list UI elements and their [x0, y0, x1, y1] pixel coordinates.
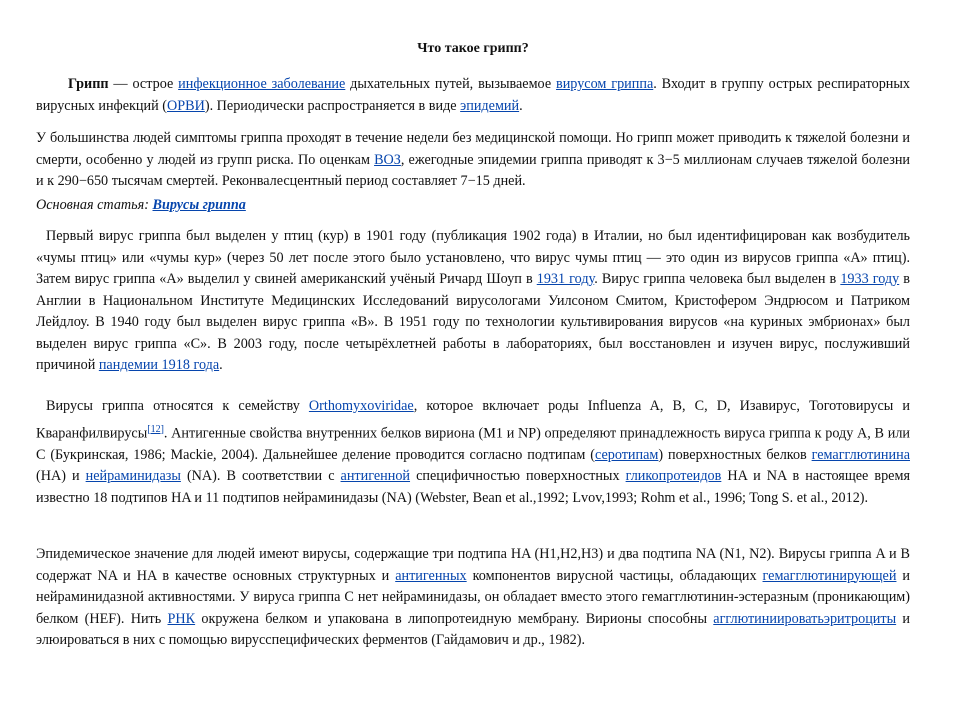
page-title: Что такое грипп?: [417, 41, 529, 56]
link-rna[interactable]: РНК: [167, 610, 196, 627]
text: и элюироваться в них с помощью вирусспецифических ферментов (Гайдамович и др., 1982).: [36, 610, 910, 648]
text: ) поверхностных белков: [658, 446, 812, 463]
paragraph-intro: [36, 74, 910, 117]
link-1931[interactable]: 1931 году: [536, 271, 595, 287]
link-antigenic[interactable]: антигенной: [340, 468, 411, 485]
text: Вирусы гриппа относятся к семейству: [46, 398, 309, 414]
text: , которое включает роды Influenza A, B, C, D, Изавирус, Тоготовирусы и Кваранфилвирусы: [36, 398, 910, 442]
main-article-note: [36, 195, 910, 216]
link-hemagglutinating[interactable]: гемагглютинирующей: [762, 567, 897, 584]
text: . Вирус гриппа человека был выделен в: [594, 271, 841, 287]
text: У большинства людей симптомы гриппа проходят в течение недели без медицинской помощи. Но грипп может приводить к тяжелой болезни и смерти, особенно у людей из групп риска. По оценкам: [36, 130, 910, 168]
link-agglutinate-erythrocytes[interactable]: агглютиниироватьэритроциты: [713, 610, 897, 627]
text: в Англии в Национальном Институте Медицинских Исследований вирусологами Уилсоном Смитом, Кристофером Эндрюсом и Патриком Лейдлоу. В 1940 году был выделен вирус гриппа «В». В 1951 году по технологии культивирования вирусов «на куриных эмбрионах» был выделен вирус гриппа «С». В 2003 году, после четырёхлетней работы в лабораториях, был восстановлен и изучен вирус, послуживший причиной: [36, 271, 911, 373]
paragraph-epidemic-significance: [36, 544, 910, 652]
text: и нейраминидазной активностями. У вируса гриппа C нет нейраминидазы, он обладает вместо этого гемагглютинин-эстеразным (проникающим) белком (HEF). Нить: [36, 567, 911, 627]
link-1933[interactable]: 1933 году: [840, 271, 900, 287]
main-article-label: Основная статья:: [36, 197, 153, 213]
text: . Входит в группу острых респираторных вирусных инфекций (: [36, 76, 911, 114]
link-orthomyxoviridae[interactable]: Orthomyxoviridae: [308, 398, 414, 414]
text: (HA) и: [36, 468, 86, 485]
link-infection[interactable]: инфекционное заболевание: [178, 76, 346, 92]
text: Первый вирус гриппа был выделен у птиц (кур) в 1901 году (публикация 1902 года) в Италии, но был идентифицирован как возбудитель «чумы птиц» или «чумы кур» (через 50 лет после этого было установлено, что вирус чумы птиц — это один из вирусов гриппа «А» птиц). Затем вирус гриппа «А» выделил у свиней американский учёный Ричард Шоуп в: [36, 228, 910, 287]
text: , ежегодные эпидемии гриппа приводят к 3−5 миллионам случаев тяжелой болезни и к 290−650 тысячам смертей. Реконвалесцентный период составляет 7−15 дней.: [36, 151, 911, 189]
term-influenza: Грипп: [68, 76, 109, 92]
link-antigens[interactable]: антигенных: [395, 567, 467, 584]
text: .: [519, 97, 523, 114]
text: — острое: [108, 76, 179, 92]
text: ). Периодически распространяется в виде: [204, 97, 461, 114]
link-who[interactable]: ВОЗ: [374, 151, 401, 168]
reference-12[interactable]: [12]: [147, 423, 164, 435]
text: HA и NA в настоящее время известно 18 подтипов HA и 11 подтипов нейраминидазы (NA) (Webster, Bean et al.,1992; Lvov,1993; Rohm et al., 1996; Tong S. et al., 2012).: [36, 468, 910, 506]
text: (NA). В соответствии с: [180, 468, 341, 485]
paragraph-symptoms: [36, 128, 910, 193]
paragraph-history: [36, 226, 910, 377]
link-influenza-virus[interactable]: вирусом гриппа: [556, 76, 654, 92]
link-serotypes[interactable]: серотипам: [594, 446, 659, 463]
text: компонентов вирусной частицы, обладающих: [466, 567, 763, 584]
link-pandemic-1918[interactable]: пандемии 1918 года: [98, 357, 220, 373]
link-influenza-viruses[interactable]: Вирусы гриппа: [152, 197, 246, 213]
paragraph-classification: [36, 396, 910, 509]
link-orvi[interactable]: ОРВИ: [166, 97, 205, 114]
link-neuraminidase[interactable]: нейраминидазы: [85, 468, 181, 485]
text: . Антигенные свойства внутренних белков вириона (M1 и NP) определяют принадлежность вируса гриппа к роду A, B или C (Букринская, 1986; Mackie, 2004). Дальнейшее деление проводится согласно подтипам (: [36, 425, 910, 463]
link-glycoproteins[interactable]: гликопротеидов: [625, 468, 722, 485]
text: дыхательных путей, вызываемое: [345, 76, 556, 92]
text: специфичностью поверхностных: [410, 468, 626, 485]
text: Эпидемическое значение для людей имеют вирусы, содержащие три подтипа HA (H1,H2,H3) и два подтипа NA (N1, N2). Вирусы гриппа A и B содержат NA и HA в качестве основных структурных и: [36, 546, 910, 584]
link-epidemics[interactable]: эпидемий: [460, 97, 520, 114]
text: .: [219, 357, 223, 373]
text: окружена белком и упакована в липопротеидную мембрану. Вирионы способны: [195, 610, 714, 627]
link-hemagglutinin[interactable]: гемагглютинина: [811, 446, 910, 463]
